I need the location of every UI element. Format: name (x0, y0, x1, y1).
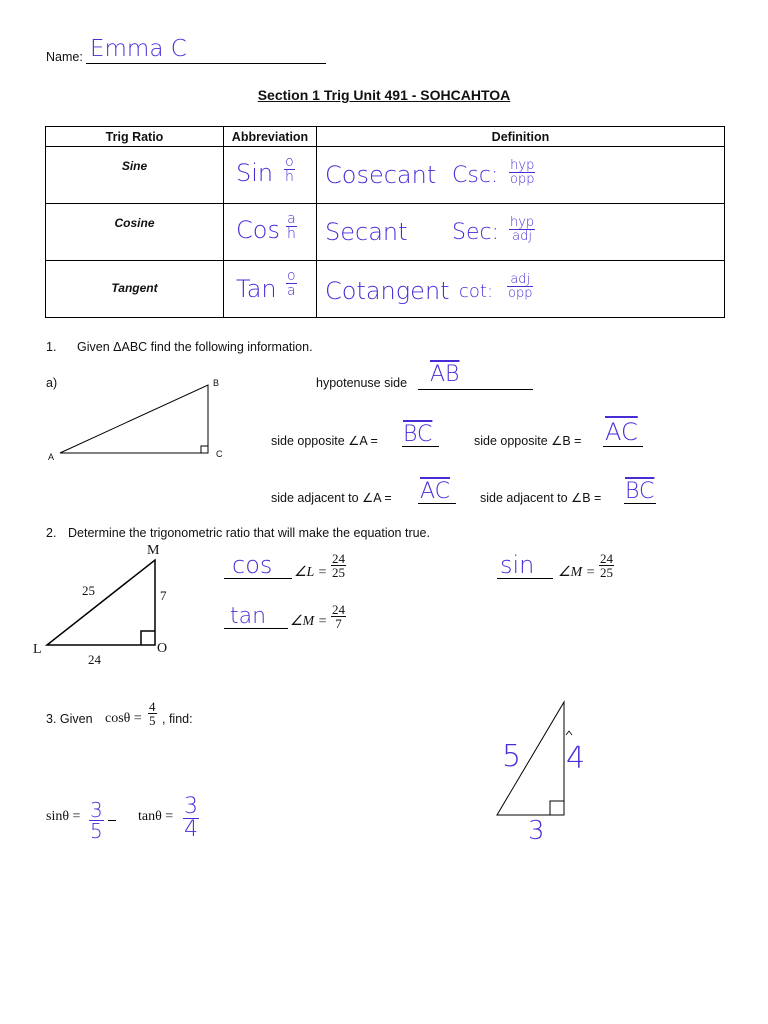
q3-given-func: cosθ = (105, 711, 142, 726)
opp-a-label: side opposite ∠A = (271, 434, 378, 448)
def-name: Cotangent (325, 277, 450, 305)
abbr-num: o (285, 154, 294, 170)
q2-number: 2. (46, 526, 57, 540)
vertex-c: C (216, 449, 223, 459)
q3-tri-base: 3 (528, 816, 545, 846)
opp-b-label: side opposite ∠B = (474, 434, 582, 448)
eq1-answer: cos (232, 551, 273, 579)
eq2-answer: tan (230, 604, 267, 629)
ratio-name: Tangent (46, 261, 224, 318)
abbr-text: Tan (236, 275, 277, 303)
q3-prefix: 3. Given (46, 712, 93, 726)
vertex-a: A (48, 452, 55, 462)
eq1-angle: ∠L = (294, 565, 328, 580)
eq2-angle: ∠M = (290, 614, 328, 629)
abbr-num: o (287, 268, 296, 284)
name-value: Emma C (90, 36, 187, 62)
def-den: adj (512, 229, 533, 244)
q3-sin-num: 3 (90, 798, 103, 822)
q3-tan-num: 3 (184, 794, 198, 819)
eq3-answer: sin (500, 551, 535, 579)
opp-b-answer: $\overline{AC}$ (605, 418, 638, 446)
eq3-num: 24 (600, 551, 613, 566)
eq2-den: 7 (335, 616, 342, 631)
abbr-num: a (287, 211, 296, 227)
abbr-den: a (287, 283, 296, 299)
def-num: hyp (510, 215, 535, 230)
q3-sin-den: 5 (90, 819, 103, 843)
name-label: Name: (46, 50, 83, 64)
def-abbr: Csc: (452, 163, 499, 188)
eq3-den: 25 (600, 565, 613, 580)
eq2-num: 24 (332, 602, 345, 617)
q3-sin-label: sinθ = (46, 809, 81, 824)
q3-tan-den: 4 (184, 817, 198, 842)
def-den: opp (510, 172, 535, 187)
q3-tan-label: tanθ = (138, 809, 174, 824)
abbr-text: Sin (236, 159, 274, 187)
vertex-l: L (33, 642, 42, 657)
q3-suffix: , find: (162, 712, 193, 726)
q3-given-num: 4 (149, 699, 156, 714)
ratio-name: Sine (46, 147, 224, 204)
q1-text: Given ΔABC find the following information. (77, 340, 313, 354)
q1-number: 1. (46, 340, 57, 354)
def-name: Cosecant (325, 161, 437, 189)
q2-text: Determine the trigonometric ratio that will make the equation true. (68, 526, 430, 540)
abbr-text: Cos (236, 216, 280, 244)
def-den: opp (508, 286, 533, 301)
def-abbr: Sec: (452, 220, 500, 245)
opp-a-answer: $\overline{BC}$ (403, 422, 433, 447)
eq1-num: 24 (332, 551, 345, 566)
adj-a-label: side adjacent to ∠A = (271, 491, 392, 505)
eq1-den: 25 (332, 565, 345, 580)
adj-b-label: side adjacent to ∠B = (480, 491, 602, 505)
ratio-name: Cosine (46, 204, 224, 261)
abbr-den: h (287, 226, 296, 242)
side-hyp-label: 25 (82, 583, 95, 598)
column-header: Abbreviation (224, 127, 317, 147)
side-horizontal-label: 24 (88, 652, 101, 667)
def-num: hyp (510, 158, 535, 173)
adj-a-answer: $\overline{AC}$ (420, 479, 451, 504)
eq3-angle: ∠M = (558, 565, 596, 580)
side-vertical-label: 7 (160, 588, 167, 603)
q1-part-label: a) (46, 376, 58, 390)
vertex-m: M (147, 543, 160, 558)
q3-tri-vertical: 4 (566, 741, 586, 776)
column-header: Trig Ratio (46, 127, 224, 147)
column-header: Definition (317, 127, 725, 147)
hyp-label: hypotenuse side (316, 376, 408, 390)
def-abbr: cot: (459, 281, 494, 302)
page-title: Section 1 Trig Unit 491 - SOHCAHTOA (257, 87, 511, 103)
def-name: Secant (325, 218, 408, 246)
vertex-o: O (157, 641, 168, 656)
def-num: adj (507, 273, 533, 287)
q3-tri-hyp: 5 (502, 739, 522, 774)
vertex-b: B (213, 378, 220, 388)
adj-b-answer: $\overline{BC}$ (625, 479, 655, 504)
abbr-den: h (285, 169, 294, 185)
hyp-answer: $\overline{AB}$ (430, 362, 460, 387)
q3-given-den: 5 (149, 713, 156, 728)
